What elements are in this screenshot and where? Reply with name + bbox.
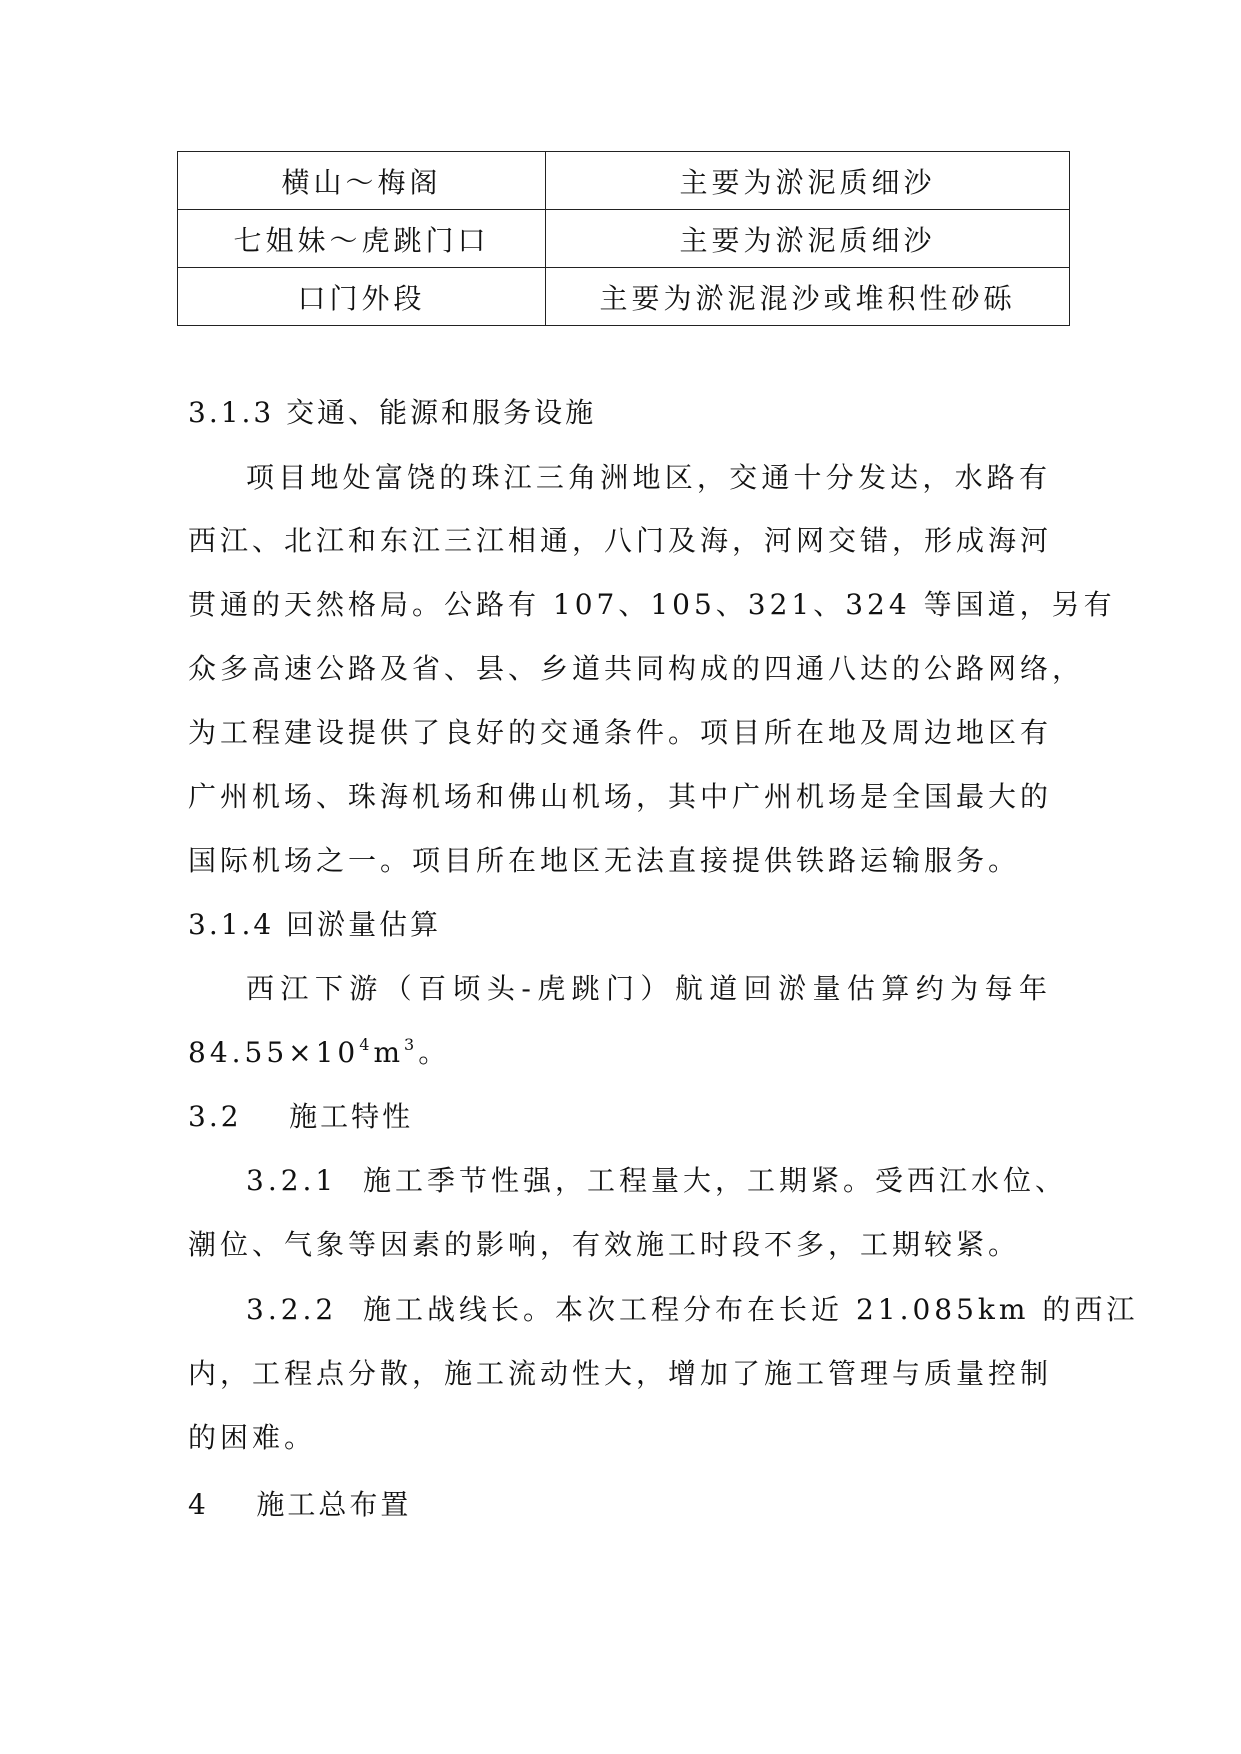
- paragraph-line: 潮位、气象等因素的影响，有效施工时段不多，工期较紧。: [188, 1228, 1021, 1261]
- table-cell-soil: 主要为淤泥质细沙: [546, 210, 1070, 268]
- paragraph-line: 众多高速公路及省、县、乡道共同构成的四通八达的公路网络，: [188, 652, 1085, 685]
- paragraph-line: 项目地处富饶的珠江三角洲地区，交通十分发达，水路有: [246, 461, 1051, 494]
- table-cell-segment: 七姐妹～虎跳门口: [178, 210, 546, 268]
- value-end: 。: [418, 1036, 451, 1069]
- paragraph-line: 西江、北江和东江三江相通，八门及海，河网交错，形成海河: [188, 524, 1053, 557]
- paragraph-line: 内，工程点分散，施工流动性大，增加了施工管理与质量控制: [188, 1357, 1053, 1390]
- paragraph-line: 的困难。: [188, 1421, 317, 1454]
- paragraph-line: 广州机场、珠海机场和佛山机场，其中广州机场是全国最大的: [188, 780, 1053, 813]
- section-heading-3-1-3: 3.1.3 交通、能源和服务设施: [188, 396, 597, 429]
- table-cell-soil: 主要为淤泥混沙或堆积性砂砾: [546, 268, 1070, 326]
- table-row: [178, 210, 1070, 268]
- paragraph-line: 西江下游（百顷头-虎跳门）航道回淤量估算约为每年: [246, 972, 1051, 1005]
- table-cell-segment: 口门外段: [178, 268, 546, 326]
- paragraph-line: 3.2.1 施工季节性强，工程量大，工期紧。受西江水位、: [246, 1164, 1068, 1197]
- table-row: [178, 152, 1070, 210]
- siltation-value: [188, 1035, 450, 1071]
- table-cell-soil: 主要为淤泥质细沙: [546, 152, 1070, 210]
- table-cell-segment: 横山～梅阁: [178, 152, 546, 210]
- table-row: [178, 268, 1070, 326]
- section-heading-4: 4 施工总布置: [188, 1488, 412, 1521]
- paragraph-line: 国际机场之一。项目所在地区无法直接提供铁路运输服务。: [188, 844, 1021, 877]
- section-heading-3-2: 3.2 施工特性: [188, 1100, 414, 1133]
- paragraph-line: 3.2.2 施工战线长。本次工程分布在长近 21.085km 的西江: [246, 1293, 1139, 1326]
- soil-table: [177, 151, 1070, 326]
- section-heading-3-1-4: 3.1.4 回淤量估算: [188, 908, 442, 941]
- value-exponent: 4: [359, 1035, 374, 1054]
- value-unit: m: [373, 1036, 404, 1069]
- value-base: 84.55×10: [188, 1036, 360, 1069]
- value-unit-exponent: 3: [404, 1035, 419, 1054]
- paragraph-line: 为工程建设提供了良好的交通条件。项目所在地及周边地区有: [188, 716, 1053, 749]
- paragraph-line: 贯通的天然格局。公路有 107、105、321、324 等国道，另有: [188, 588, 1116, 621]
